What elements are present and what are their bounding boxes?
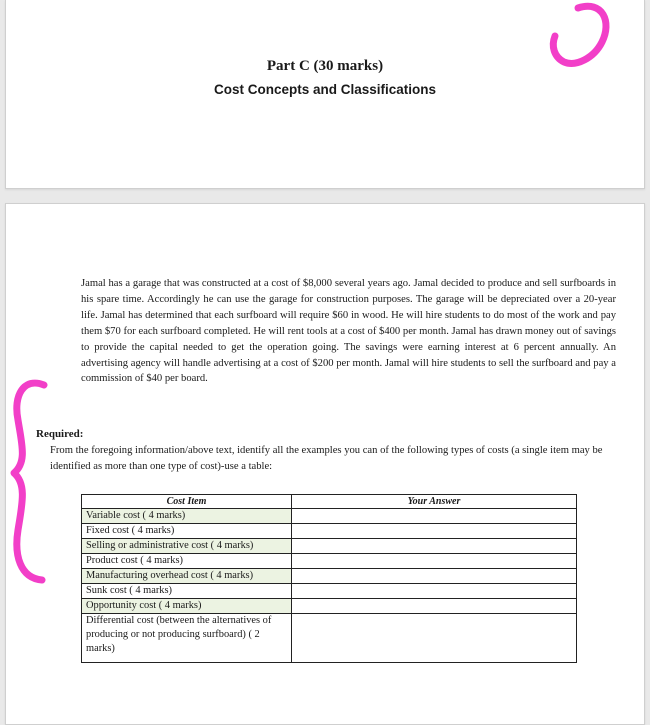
cost-item-variable: Variable cost ( 4 marks) xyxy=(82,509,292,524)
question-page-body xyxy=(5,203,645,725)
required-instructions: From the foregoing information/above text, identify all the examples you can of the following types of costs (a single item may be identified as more than one type of cost)-use a table: xyxy=(50,445,603,472)
table-header-row xyxy=(82,495,577,509)
cost-item-sunk: Sunk cost ( 4 marks) xyxy=(82,584,292,599)
cost-classification-table xyxy=(81,494,577,663)
table-row xyxy=(82,509,577,524)
answer-cell[interactable] xyxy=(292,509,577,524)
part-title: Part C (30 marks) xyxy=(266,58,384,74)
cost-item-product: Product cost ( 4 marks) xyxy=(82,554,292,569)
table-row xyxy=(82,554,577,569)
table-row xyxy=(82,524,577,539)
table-row xyxy=(82,539,577,554)
answer-cell[interactable] xyxy=(292,584,577,599)
header-your-answer: Your Answer xyxy=(292,495,577,509)
question-page-header xyxy=(5,0,645,189)
answer-cell[interactable] xyxy=(292,554,577,569)
table-row xyxy=(82,599,577,614)
cost-item-fixed: Fixed cost ( 4 marks) xyxy=(82,524,292,539)
table-row xyxy=(82,584,577,599)
table-row xyxy=(82,614,577,663)
cost-item-manufacturing-overhead: Manufacturing overhead cost ( 4 marks) xyxy=(82,569,292,584)
cost-item-selling-admin: Selling or administrative cost ( 4 marks) xyxy=(82,539,292,554)
cost-item-opportunity: Opportunity cost ( 4 marks) xyxy=(82,599,292,614)
section-subtitle: Cost Concepts and Classifications xyxy=(213,82,437,97)
answer-cell[interactable] xyxy=(292,599,577,614)
scenario-paragraph: Jamal has a garage that was constructed at a cost of $8,000 several years ago. Jamal decided to produce and sell surfboards in his spare time. Accordingly he can use the garage for construction purposes. The garage will be depreciated over a 20-year life. Jamal has determined that each surfboard will require $60 in wood. He will hire students to do most of the work and pay them $70 for each surfboard completed. He will rent tools at a cost of $400 per month. Jamal has drawn money out of savings to provide the capital needed to get the operation going. The savings were earning interest at 6 percent annually. An advertising agency will handle advertising at a cost of $200 per month. Jamal will hire students to sell the surfboard and pay a commission of $40 per board. xyxy=(81,278,616,385)
table-row xyxy=(82,569,577,584)
answer-cell[interactable] xyxy=(292,614,577,663)
required-label: Required: xyxy=(36,428,84,440)
answer-cell[interactable] xyxy=(292,539,577,554)
answer-cell[interactable] xyxy=(292,569,577,584)
answer-cell[interactable] xyxy=(292,524,577,539)
cost-item-differential: Differential cost (between the alternatives of producing or not producing surfboard) ( 2 marks) xyxy=(82,614,292,663)
header-cost-item: Cost Item xyxy=(82,495,292,509)
